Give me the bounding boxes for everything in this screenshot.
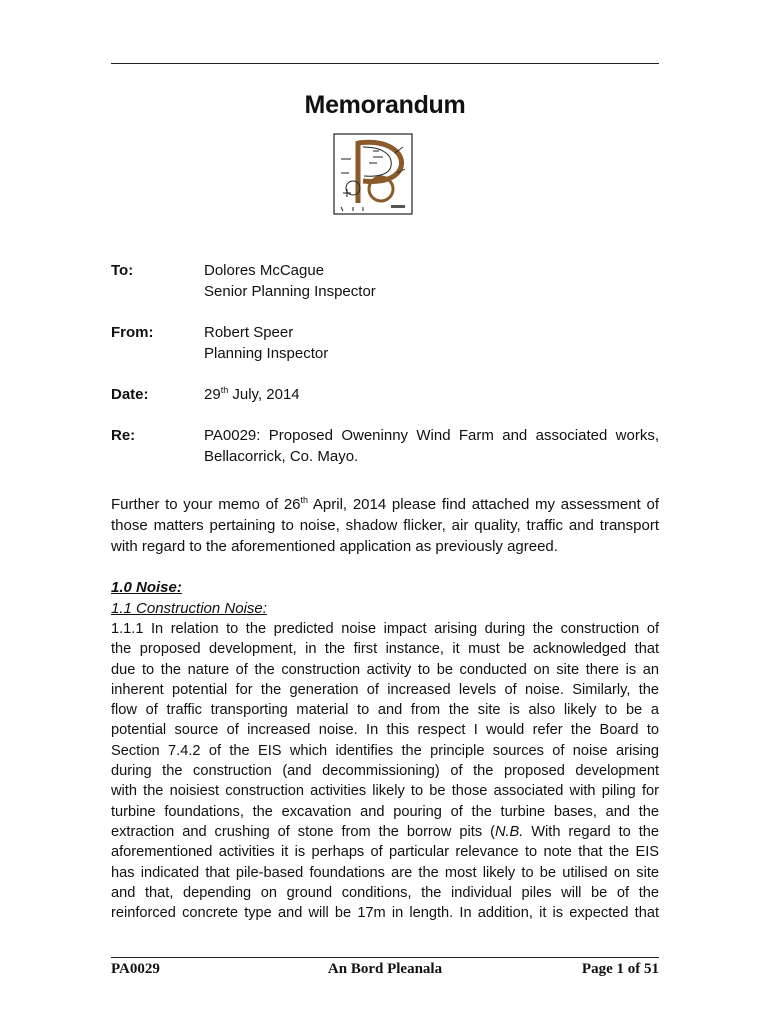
section-subheading: 1.1 Construction Noise: [111, 600, 267, 617]
re-line-1: PA0029: Proposed Oweninny Wind Farm and associated works, [204, 427, 659, 444]
body-line-nb [111, 822, 659, 842]
to-label: To: [111, 262, 134, 279]
re-value [204, 425, 659, 467]
body-line: reinforced concrete type and will be 17m in length. In addition, it is expected that [111, 905, 659, 922]
body-line: has indicated that pile-based foundations are the most likely to be utilised on site [111, 864, 659, 881]
nb-italic: N.B. [494, 823, 524, 840]
date-suffix: th [220, 385, 229, 395]
to-role: Senior Planning Inspector [204, 283, 376, 300]
body-line: during the construction (and decommissioning) of the proposed development [111, 763, 659, 780]
body-line: aforementioned activities it is perhaps of particular relevance to note that the EIS [111, 844, 659, 861]
body-line: the proposed development, in the first instance, it must be acknowledged that [111, 641, 659, 658]
body-line: 1.1.1 In relation to the predicted noise impact arising during the construction of [111, 621, 659, 637]
body-line: Section 7.4.2 of the EIS which identifies the principle sources of noise arising [111, 742, 659, 759]
re-label: Re: [111, 427, 136, 444]
body-line: potential source of increased noise. In this respect I would refer the Board to [111, 722, 659, 739]
intro-text-a: Further to your memo of 26 [111, 496, 301, 513]
from-value [204, 322, 659, 364]
from-label: From: [111, 324, 154, 341]
body-line: due to the nature of the construction activity to be conducted on site there is an [111, 661, 659, 678]
date-rest: July, 2014 [228, 386, 300, 403]
intro-paragraph [111, 494, 659, 557]
from-name: Robert Speer [204, 324, 294, 341]
page-title: Memorandum [304, 91, 466, 119]
footer-page-number: Page 1 of 51 [581, 961, 659, 977]
header-rule [111, 63, 659, 64]
from-role: Planning Inspector [204, 345, 329, 362]
date-day: 29 [204, 386, 221, 403]
to-name: Dolores McCague [204, 262, 325, 279]
nb-post: With regard to the [523, 823, 659, 840]
body-line: and that, depending on ground conditions, the individual piles will be of the [111, 884, 659, 901]
date-value [204, 384, 659, 405]
re-line-2: Bellacorrick, Co. Mayo. [204, 448, 359, 465]
nb-pre: extraction and crushing of stone from the borrow pits ( [111, 823, 495, 840]
date-label: Date: [111, 386, 149, 403]
section-heading: 1.0 Noise: [111, 579, 182, 596]
an-bord-pleanala-logo [333, 133, 413, 215]
to-value [204, 260, 659, 302]
footer-rule [111, 957, 659, 958]
footer-organisation: An Bord Pleanala [327, 961, 443, 977]
intro-text-b: April, 2014 please find attached my assessment of [308, 496, 659, 513]
body-line: with the noisiest construction activities likely to be those associated with piling for [111, 783, 659, 800]
body-line: flow of traffic transporting material to and from the site is also likely to be a [111, 702, 659, 719]
intro-line-2: those matters pertaining to noise, shadow flicker, air quality, traffic and transport [111, 517, 659, 534]
intro-suffix: th [300, 495, 309, 505]
body-line: turbine foundations, the excavation and pouring of the turbine bases, and the [111, 803, 659, 820]
section-body [111, 619, 659, 923]
footer-case-number: PA0029 [111, 961, 160, 977]
body-line: inherent potential for the generation of increased levels of noise. Similarly, the [111, 681, 659, 698]
intro-line-3: with regard to the aforementioned application as previously agreed. [111, 538, 558, 555]
